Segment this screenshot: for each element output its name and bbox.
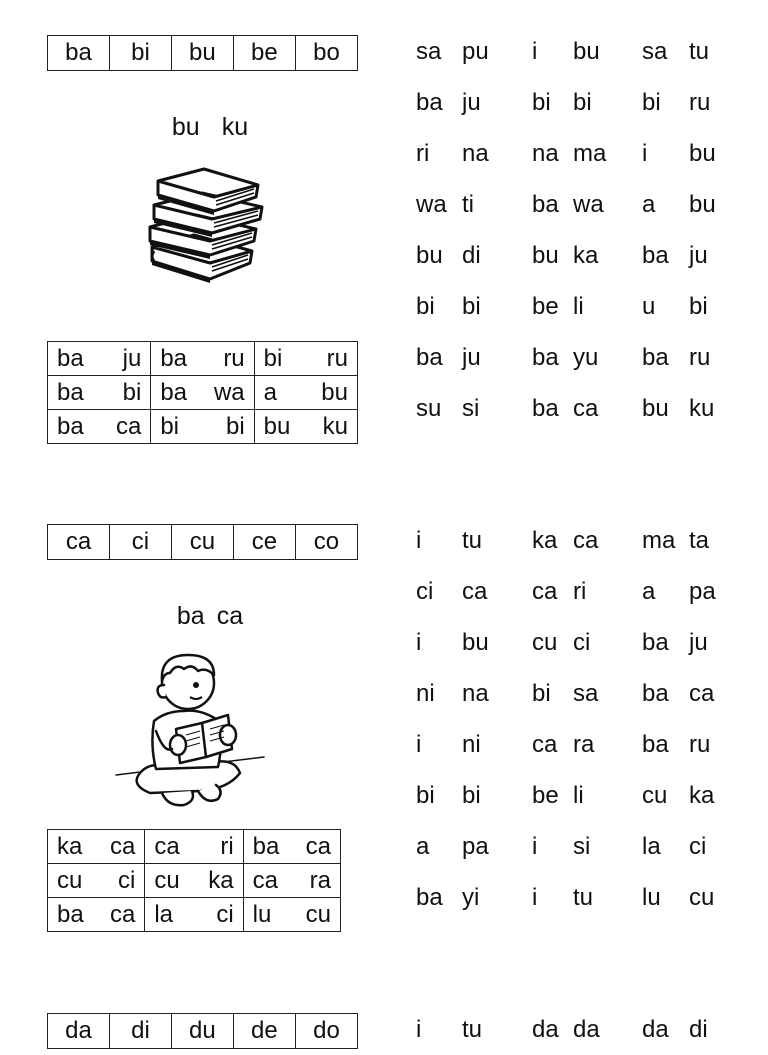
word-row: [416, 770, 736, 821]
table-cell-syllable: bi: [160, 413, 180, 440]
table-cell-syllable: a: [263, 379, 278, 406]
word-syllable: bi: [462, 293, 481, 320]
word-row: [416, 872, 736, 923]
table-cell-syllable: ca: [305, 833, 331, 860]
word-syllable: ci: [573, 629, 591, 656]
word-row: [416, 332, 736, 383]
word-row: [416, 566, 736, 617]
table-cell-syllable: bu: [263, 413, 291, 440]
word-syllable: a: [642, 578, 656, 605]
word-syllable: bu: [689, 191, 716, 218]
table-cell-syllable: bi: [122, 379, 142, 406]
table-cell-syllable: ba: [160, 379, 188, 406]
word-syllable: ba: [532, 191, 559, 218]
word-syllable: i: [416, 731, 422, 758]
word-syllable: i: [532, 884, 538, 911]
word-syllable: ti: [462, 191, 474, 218]
word-syllable: yu: [573, 344, 599, 371]
syllable-cell: ce: [233, 525, 295, 560]
word-syllable: tu: [462, 1016, 483, 1043]
table-row: [48, 898, 341, 932]
table-row: [48, 342, 358, 376]
table-cell-syllable: la: [154, 901, 174, 928]
word-syllable: ba: [416, 344, 443, 371]
word-syllable: ba: [642, 242, 669, 269]
table-row: [48, 410, 358, 444]
word-syllable: ba: [642, 731, 669, 758]
table-cell-syllable: ca: [154, 833, 180, 860]
table-cell-syllable: ba: [57, 901, 84, 928]
word-syllable: li: [573, 782, 584, 809]
word-list-d: [416, 1004, 736, 1055]
word-syllable: da: [642, 1016, 669, 1043]
word-syllable: su: [416, 395, 442, 422]
table-row: [48, 830, 341, 864]
word-syllable: ba: [416, 89, 443, 116]
word-syllable: bi: [462, 782, 481, 809]
table-cell-syllable: ka: [57, 833, 83, 860]
table-cell-syllable: lu: [252, 901, 272, 928]
word-syllable: tu: [689, 38, 710, 65]
word-syllable: ru: [689, 344, 711, 371]
syllable-cell: di: [110, 1014, 172, 1049]
word-syllable: sa: [642, 38, 668, 65]
table-cell-syllable: cu: [57, 867, 83, 894]
word-syllable: bu: [462, 629, 489, 656]
word-row: [416, 821, 736, 872]
word-syllable: ku: [689, 395, 715, 422]
word-row: [416, 668, 736, 719]
table-cell-syllable: bu: [321, 379, 348, 406]
syllable-cell: ci: [110, 525, 172, 560]
table-cell-syllable: ca: [109, 901, 136, 928]
syllable-pair-table: [47, 829, 341, 932]
word-syllable: i: [416, 629, 422, 656]
table-cell-syllable: ku: [322, 413, 348, 440]
word-syllable: bu: [532, 242, 559, 269]
table-cell-syllable: ju: [122, 345, 142, 372]
table-cell-syllable: wa: [213, 379, 245, 406]
word-syllable: di: [689, 1016, 708, 1043]
syllable-table-d: [47, 1013, 358, 1049]
word-syllable: na: [462, 680, 489, 707]
word-syllable: tu: [573, 884, 594, 911]
word-syllable: ci: [689, 833, 707, 860]
word-syllable: cu: [642, 782, 668, 809]
word-syllable: ni: [462, 731, 481, 758]
syllable-cell: da: [48, 1014, 110, 1049]
table-cell-syllable: cu: [305, 901, 331, 928]
word-syllable: ni: [416, 680, 435, 707]
word-syllable: ju: [462, 344, 481, 371]
word-row: [416, 515, 736, 566]
word-syllable: pa: [462, 833, 489, 860]
word-syllable: ra: [573, 731, 595, 758]
word-syllable: ca: [573, 527, 599, 554]
table-cell-syllable: ca: [109, 833, 136, 860]
word-syllable: lu: [642, 884, 661, 911]
word-syllable: si: [462, 395, 480, 422]
syllable-cell: co: [295, 525, 357, 560]
word-syllable: ca: [532, 731, 558, 758]
syllable-cell: ca: [48, 525, 110, 560]
word-row: [416, 1004, 736, 1055]
table-cell-syllable: bi: [263, 345, 283, 372]
table-cell-syllable: ba: [57, 379, 84, 406]
child-reading-book-icon: [110, 645, 270, 820]
word-syllable: ca: [573, 395, 599, 422]
table-cell-syllable: ri: [220, 833, 234, 860]
word-syllable: cu: [689, 884, 715, 911]
syllable-pair-table: [47, 341, 358, 444]
word-syllable: ba: [642, 680, 669, 707]
table-cell-syllable: ci: [117, 867, 136, 894]
table-cell-syllable: ba: [57, 413, 84, 440]
syllable-table-b: [47, 35, 358, 71]
table-row: [48, 376, 358, 410]
word-syllable: ba: [532, 344, 559, 371]
word-syllable: bi: [416, 782, 435, 809]
word-row: [416, 617, 736, 668]
table-cell-syllable: ba: [160, 345, 188, 372]
word-syllable: ba: [642, 629, 669, 656]
word-syllable: ju: [462, 89, 481, 116]
word-row: [416, 230, 736, 281]
word-syllable: da: [573, 1016, 600, 1043]
word-syllable: ca: [532, 578, 558, 605]
word-syllable: u: [642, 293, 656, 320]
word-syllable: be: [532, 782, 559, 809]
word-syllable: a: [642, 191, 656, 218]
word-syllable: di: [462, 242, 481, 269]
word-syllable: ca: [462, 578, 488, 605]
word-syllable: a: [416, 833, 430, 860]
word-row: [416, 128, 736, 179]
table-cell-syllable: ka: [208, 867, 234, 894]
word-syllable: ju: [689, 629, 708, 656]
word-syllable: bi: [642, 89, 661, 116]
table-cell-syllable: ra: [309, 867, 331, 894]
picture-caption: [150, 602, 270, 631]
stack-of-books-icon: [140, 155, 270, 285]
word-syllable: i: [416, 1016, 422, 1043]
caption-syllable: ca: [216, 602, 244, 630]
word-syllable: ka: [532, 527, 558, 554]
word-syllable: ci: [416, 578, 434, 605]
word-syllable: ka: [573, 242, 599, 269]
word-syllable: ba: [642, 344, 669, 371]
word-syllable: bi: [689, 293, 708, 320]
syllable-cell: do: [295, 1014, 357, 1049]
word-syllable: i: [416, 527, 422, 554]
word-syllable: wa: [416, 191, 447, 218]
word-syllable: bu: [642, 395, 669, 422]
table-cell-syllable: cu: [154, 867, 180, 894]
syllable-cell: bi: [110, 36, 172, 71]
syllable-cell: du: [171, 1014, 233, 1049]
word-syllable: si: [573, 833, 591, 860]
word-syllable: da: [532, 1016, 559, 1043]
word-row: [416, 77, 736, 128]
syllable-cell: de: [233, 1014, 295, 1049]
word-syllable: bi: [416, 293, 435, 320]
word-syllable: ba: [532, 395, 559, 422]
word-row: [416, 719, 736, 770]
word-syllable: i: [532, 833, 538, 860]
word-syllable: yi: [462, 884, 480, 911]
caption-syllable: bu: [171, 113, 200, 141]
word-syllable: i: [642, 140, 648, 167]
word-syllable: ri: [573, 578, 587, 605]
word-syllable: na: [532, 140, 559, 167]
word-syllable: bu: [416, 242, 443, 269]
caption-syllable: ku: [221, 113, 249, 141]
word-syllable: cu: [532, 629, 558, 656]
word-list-c: [416, 515, 736, 923]
word-syllable: sa: [416, 38, 442, 65]
word-syllable: ta: [689, 527, 710, 554]
word-syllable: bu: [689, 140, 716, 167]
word-syllable: ba: [416, 884, 443, 911]
syllable-table-c: [47, 524, 358, 560]
word-syllable: pu: [462, 38, 489, 65]
table-cell-syllable: ba: [252, 833, 280, 860]
word-syllable: la: [642, 833, 661, 860]
word-syllable: ju: [689, 242, 708, 269]
word-syllable: sa: [573, 680, 599, 707]
word-syllable: ma: [573, 140, 607, 167]
syllable-cell: ba: [48, 36, 110, 71]
word-syllable: ru: [689, 731, 711, 758]
table-cell-syllable: ru: [326, 345, 348, 372]
word-syllable: ru: [689, 89, 711, 116]
word-syllable: bi: [532, 89, 551, 116]
word-syllable: na: [462, 140, 489, 167]
syllable-cell: cu: [171, 525, 233, 560]
picture-caption: [150, 113, 270, 142]
word-syllable: pa: [689, 578, 716, 605]
table-row: [48, 864, 341, 898]
syllable-cell: bo: [295, 36, 357, 71]
word-row: [416, 26, 736, 77]
word-list-b: [416, 26, 736, 434]
word-syllable: ma: [642, 527, 676, 554]
syllable-cell: be: [233, 36, 295, 71]
caption-syllable: ba: [176, 602, 205, 630]
word-row: [416, 383, 736, 434]
table-cell-syllable: ca: [115, 413, 142, 440]
word-syllable: bi: [573, 89, 592, 116]
word-syllable: ka: [689, 782, 715, 809]
syllable-cell: bu: [171, 36, 233, 71]
word-syllable: be: [532, 293, 559, 320]
table-cell-syllable: ru: [223, 345, 245, 372]
word-row: [416, 179, 736, 230]
table-cell-syllable: bi: [225, 413, 245, 440]
word-syllable: tu: [462, 527, 483, 554]
word-syllable: ri: [416, 140, 430, 167]
word-syllable: bi: [532, 680, 551, 707]
word-syllable: li: [573, 293, 584, 320]
word-row: [416, 281, 736, 332]
word-syllable: i: [532, 38, 538, 65]
table-cell-syllable: ci: [216, 901, 234, 928]
table-cell-syllable: ca: [252, 867, 279, 894]
word-syllable: wa: [573, 191, 604, 218]
word-syllable: ca: [689, 680, 715, 707]
word-syllable: bu: [573, 38, 600, 65]
table-cell-syllable: ba: [57, 345, 84, 372]
